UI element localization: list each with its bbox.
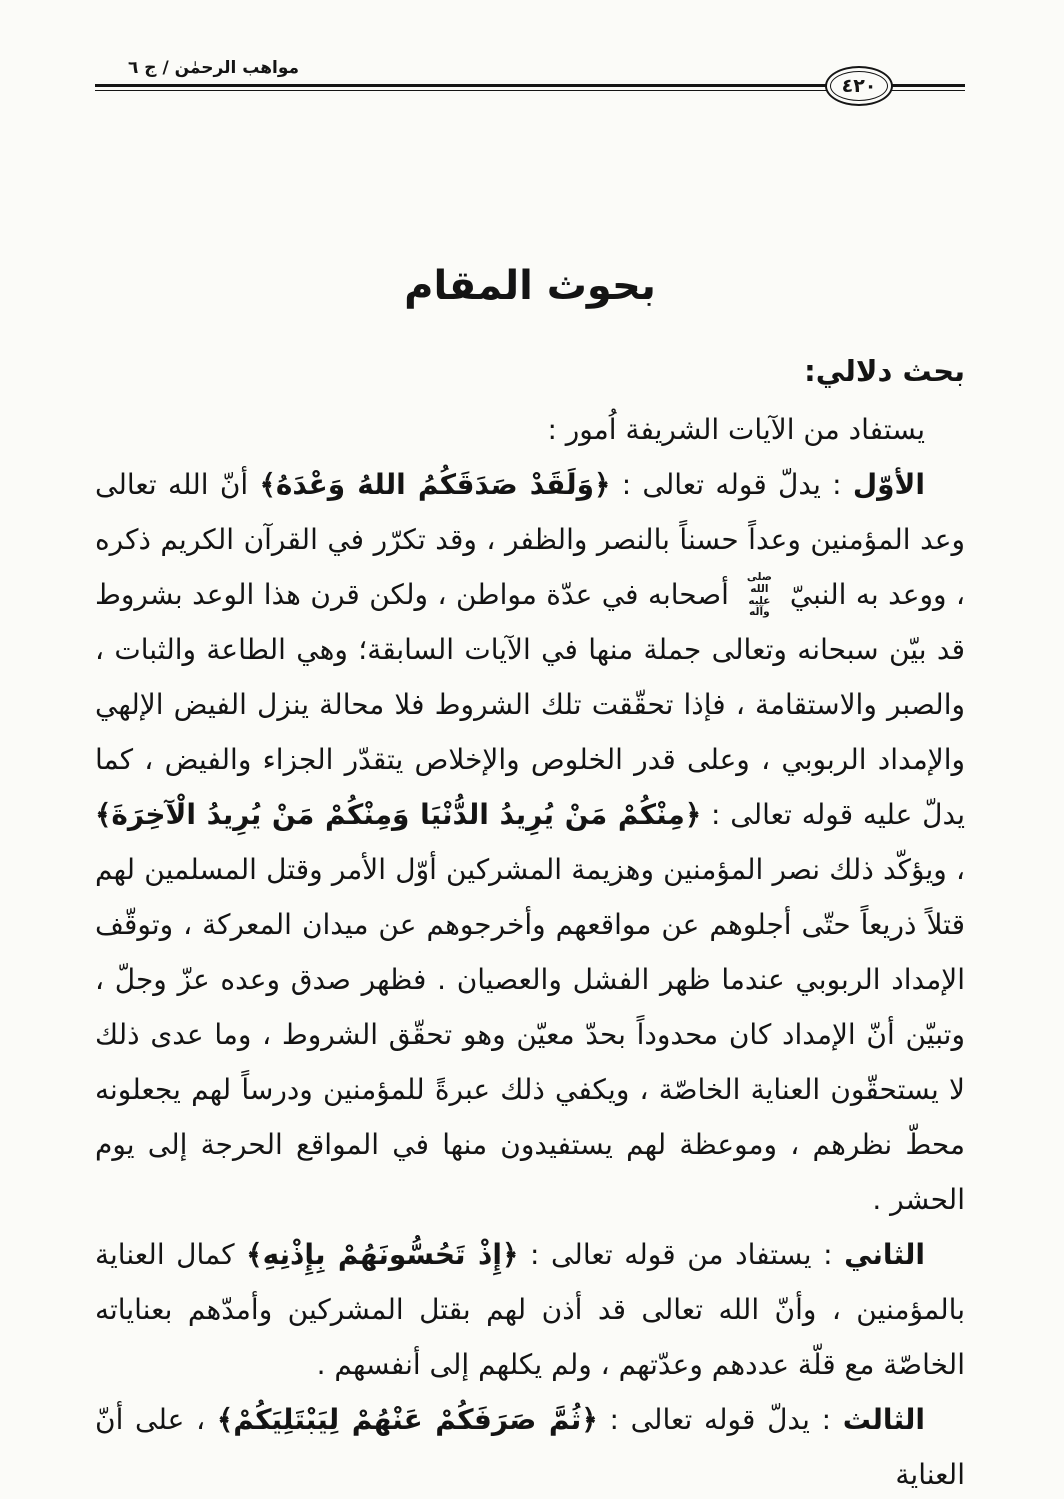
page-body: [95, 262, 965, 1499]
paragraph-lead: الثاني: [844, 1237, 925, 1271]
quran-verse: ﴿ثُمَّ صَرَفَكُمْ عَنْهُمْ لِيَبْتَلِيَكُمْ﴾: [216, 1402, 598, 1436]
paragraphs-container: [95, 402, 965, 1499]
paragraph-lead: الأوّل: [852, 467, 925, 501]
quran-verse: ﴿مِنْكُمْ مَنْ يُرِيدُ الدُّنْيَا وَمِنْكُمْ مَنْ يُرِيدُ الْآخِرَةَ﴾: [95, 797, 702, 831]
paragraph-lead: الثالث: [842, 1402, 925, 1436]
body-text: : يدلّ قوله تعالى :: [597, 1402, 843, 1436]
paragraph: [95, 457, 965, 1227]
body-text: : يدلّ قوله تعالى :: [610, 467, 853, 501]
paragraph: [95, 1227, 965, 1392]
page-header: [95, 56, 965, 100]
paragraph: [95, 402, 965, 457]
quran-verse: ﴿وَلَقَدْ صَدَقَكُمُ اللهُ وَعْدَهُ﴾: [259, 467, 611, 501]
body-text: كمال العناية بالمؤمنين ، وأنّ الله تعالى قد أذن لهم بقتل المشركين وأمدّهم بعناياته الخاصّة مع قلّة عددهم وعدّتهم ، ولم يكلهم إلى أنفسهم .: [95, 1237, 965, 1381]
book-title: مواهب الرحمٰن / ج ٦: [128, 58, 300, 78]
section-heading: بحث دلالي:: [804, 354, 965, 388]
main-title: بحوث المقام: [404, 263, 656, 309]
body-text: : يستفاد من قوله تعالى :: [518, 1237, 845, 1271]
honorific-mark: صلى الله عليه وآله: [746, 571, 772, 619]
body-text: يستفاد من الآيات الشريفة اُمور :: [547, 412, 925, 446]
quran-verse: ﴿إِذْ تَحُسُّونَهُمْ بِإِذْنِهِ﴾: [246, 1237, 519, 1271]
page-number: ٤٢٠: [830, 71, 888, 101]
page-number-badge: [825, 66, 893, 106]
body-text: أصحابه في عدّة مواطن ، ولكن قرن هذا الوعد بشروط قد بيّن سبحانه وتعالى جملة منها في الآيات السابقة؛ وهي الطاعة والثبات ، والصبر والاستقامة ، فإذا تحقّقت تلك الشروط فلا محالة ينزل الفيض الإلهي والإمداد الربوبي ، وعلى قدر الخلوص والإخلاص يتقدّر الجزاء والفيض ، كما يدلّ عليه قوله تعالى :: [95, 577, 965, 831]
body-text: ، ويؤكّد ذلك نصر المؤمنين وهزيمة المشركين أوّل الأمر وقتل المسلمين لهم قتلاً ذريعاً حتّى أجلوهم عن مواقعهم وأخرجوهم عن ميدان المعركة ، وتوقّف الإمداد الربوبي عندما ظهر الفشل والعصيان . فظهر صدق وعده عزّ وجلّ ، وتبيّن أنّ الإمداد كان محدوداً بحدّ معيّن وهو تحقّق الشروط ، وما عدى ذلك لا يستحقّون العناية الخاصّة ، ويكفي ذلك عبرةً للمؤمنين ودرساً لهم يجعلونه محطّ نظرهم ، وموعظة لهم يستفيدون منها في المواقع الحرجة إلى يوم الحشر .: [95, 852, 965, 1216]
body-text: أنّ الله تعالى وعد المؤمنين وعداً حسناً بالنصر والظفر ، وقد تكرّر في القرآن الكريم ذكره ، ووعد به النبيّ: [95, 467, 966, 611]
paragraph: [95, 1392, 965, 1499]
body-text: ، على أنّ العناية: [95, 1402, 965, 1491]
